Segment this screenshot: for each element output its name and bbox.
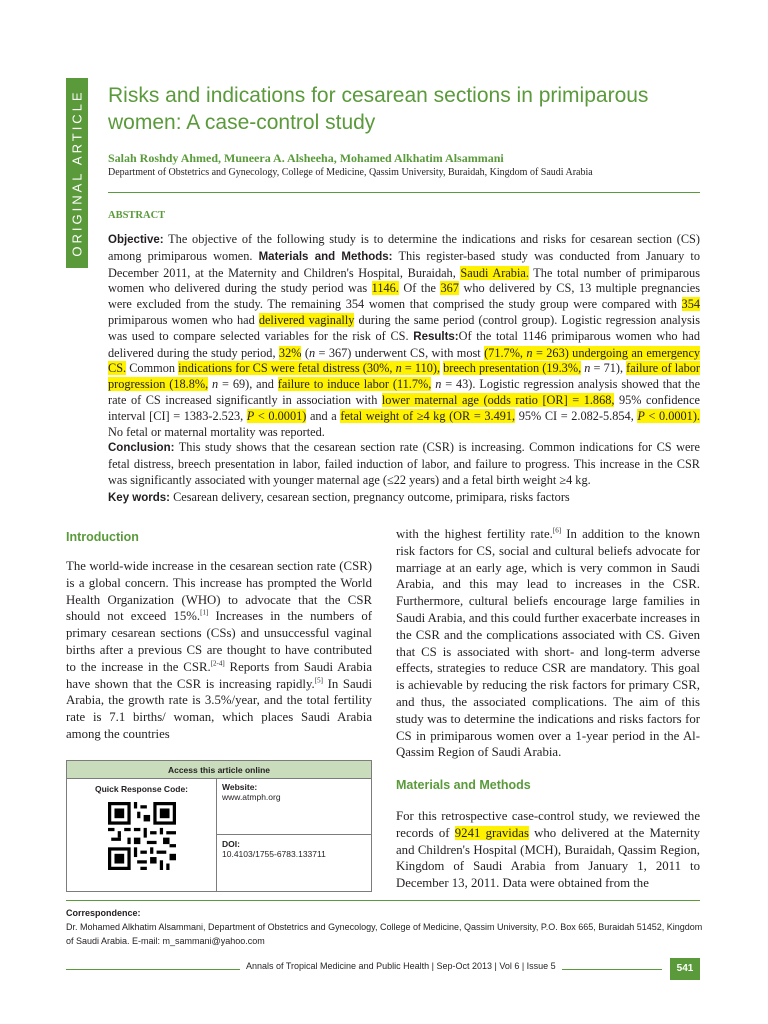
conclusion-text: This study shows that the cesarean section rate (CSR) is increasing. Common indications for CS were fetal distress, breech presentation in labor, failed induction of labor, and failure to progress. This increase in the CSR was significantly associated with younger maternal age (≤22 years) and a fetal birth weight ≥4 kg. [108, 440, 700, 487]
results-text: ( [304, 345, 309, 360]
highlight: indications for CS were fetal distress (30%, n = 110), [178, 361, 441, 376]
results-n: n [435, 377, 442, 392]
introduction-continued [396, 526, 700, 761]
citation[interactable]: [1] [200, 609, 209, 618]
affiliation: Department of Obstetrics and Gynecology, College of Medicine, Qassim University, Buraidah, Kingdom of Saudi Arabia [108, 167, 593, 178]
conclusion-label: Conclusion: [108, 442, 175, 455]
methods-text: This register-based study was conducted from January to December 2011, at the Maternity and Children's Hospital, Buraidah, [108, 248, 700, 280]
citation[interactable]: [6] [552, 526, 562, 535]
methods-text: during the same period (control group). Logistic regression analysis was used to compare selected variables for the risk of CS. [108, 312, 700, 343]
introduction-heading: Introduction [66, 530, 139, 544]
results-text: No fetal or maternal mortality was reported. [108, 424, 325, 439]
doi-label: DOI: [222, 839, 240, 849]
methods-text: Of the [403, 281, 436, 296]
introduction-body [66, 558, 372, 743]
methods-body [396, 808, 700, 892]
highlight: 367 [440, 281, 459, 296]
keywords-label: Key words: [108, 492, 170, 504]
access-box-header: Access this article online [67, 761, 371, 779]
article-type-label: ORIGINAL ARTICLE [69, 89, 85, 257]
results-text: = 367) underwent CS, with most [318, 345, 481, 360]
results-label: Results: [413, 330, 459, 343]
results-text: Of the total 1146 primiparous women who had delivered during the study period, [108, 328, 700, 360]
highlight: breech presentation (19.3%, [443, 361, 582, 376]
website-cell [217, 779, 371, 835]
intro-text: with the highest fertility rate. [396, 527, 553, 541]
results-text: = 43). Logistic regression analysis showed that the rate of CS increased significantly in association with [108, 377, 701, 407]
highlight: fetal weight of ≥4 kg (OR = 3.491, [340, 408, 516, 423]
intro-text: Reports from Saudi Arabia have shown that the CSR is increasing rapidly. [66, 659, 372, 691]
citation[interactable]: [2-4] [210, 659, 225, 668]
objective-text: The objective of the following study is to determine the indications and risks for cesarean section (CS) among primiparous women. [108, 232, 700, 263]
article-type-tab [66, 78, 88, 268]
highlight: delivered vaginally [258, 312, 355, 327]
objective-label: Objective: [108, 234, 164, 246]
highlight: 32% [278, 345, 302, 360]
website-link[interactable]: www.atmph.org [222, 792, 281, 802]
citation[interactable]: [5] [314, 676, 323, 685]
intro-text: The world-wide increase in the cesarean section rate (CSR) is a global concern. This increase has prompted the World Health Organization (WHO) to advocate that the CSR should not exceed 15%. [66, 559, 372, 624]
highlight: failure of labor progression (18.8%, [108, 361, 700, 392]
access-online-box [66, 760, 372, 892]
results-text: Common [129, 361, 176, 376]
methods-heading: Materials and Methods [396, 778, 531, 792]
abstract-heading: ABSTRACT [108, 210, 166, 221]
doi-link[interactable]: 10.4103/1755-6783.133711 [222, 849, 326, 859]
highlight: P < 0.0001) [246, 408, 307, 423]
methods-text: primiparous women who had [108, 312, 255, 327]
journal-citation: Annals of Tropical Medicine and Public Health | Sep-Oct 2013 | Vol 6 | Issue 5 [240, 961, 562, 971]
qr-cell [67, 779, 217, 891]
abstract-body [108, 232, 700, 489]
intro-text: In addition to the known risk factors for CS, social and cultural beliefs advocate for marriage at an early age, which is very common in Saudi Arabia, and this may lead to increases in the CSR. Furthermore, cultural beliefs encourage large families in Saudi Arabia, and this could further exacerbate increases in the CSR and the complications associated with CS. Given that CS is associated with short- and long-term adverse effects, strategies to reduce CSR are mandatory. This goal is achievable by reducing the risk factors for primary CSR, and thus, the associated complications. The aim of this study was to determine the indications and risks factors for CS in primiparous women over a 1-year period in the Al-Qassim Region of Saudi Arabia. [396, 527, 700, 760]
results-text: 95% CI = 2.082-5.854, [518, 408, 634, 423]
methods-label: Materials and Methods: [258, 250, 393, 263]
qr-code-icon[interactable] [108, 802, 176, 870]
article-title: Risks and indications for cesarean sections in primiparous women: A case-control study [108, 84, 649, 134]
website-label: Website: [222, 782, 258, 792]
footnote-divider [66, 900, 700, 901]
highlight: lower maternal age (odds ratio [OR] = 1.868, [381, 392, 615, 407]
methods-text: The total number of primiparous women who delivered during the study period was [108, 265, 700, 296]
highlight: P < 0.0001). [637, 408, 700, 423]
author-list: Salah Roshdy Ahmed, Muneera A. Alsheeha, Mohamed Alkhatim Alsammani [108, 151, 504, 165]
results-n: n [212, 377, 219, 392]
highlight: failure to induce labor (11.7%, [277, 377, 432, 392]
highlight: 354 [681, 297, 700, 312]
qr-label: Quick Response Code: [94, 784, 189, 794]
results-text: = 69), and [222, 377, 274, 392]
intro-text: In Saudi Arabia, the growth rate is 3.5%/year, and the total fertility rate is 7.1 births/ woman, which places Saudi Arabia among the countries [66, 676, 373, 741]
title-divider [108, 192, 700, 193]
results-text: and a [309, 408, 337, 423]
results-text: 95% confidence interval [CI] = 1383-2.523, [108, 392, 700, 423]
methods-text: For this retrospective case-control study, we reviewed the records of [396, 809, 700, 840]
page-number: 541 [670, 958, 700, 980]
correspondence-label: Correspondence: [66, 908, 141, 918]
keywords-text: Cesarean delivery, cesarean section, pregnancy outcome, primipara, risks factors [173, 490, 570, 504]
highlight: Saudi Arabia. [460, 265, 529, 280]
methods-text: who delivered at the Maternity and Children's Hospital (MCH), Buraidah, Qassim Region, Kingdom of Saudi Arabia from January 1, 2011 to December 13, 2011. Data were obtained from the [396, 825, 700, 891]
results-n: n [584, 361, 591, 376]
page-footer [66, 958, 700, 982]
correspondence-text: Dr. Mohamed Alkhatim Alsammani, Department of Obstetrics and Gynecology, College of Medicine, Qassim University, P.O. Box 665, Buraidah 51452, Kingdom of Saudi Arabia. E-mail: m_sammani@yahoo.com [66, 922, 703, 946]
highlight: 9241 gravidas [454, 825, 529, 840]
results-text: = 71), [593, 361, 624, 376]
results-n: n [308, 345, 316, 360]
highlight: 1146. [371, 281, 399, 296]
highlight: (71.7%, n = 263) undergoing an emergency CS. [108, 345, 701, 376]
intro-text: Increases in the numbers of primary cesarean sections (CSs) and unsuccessful vaginal births after a previous CS are thought to have contributed to the increase in the CSR. [66, 609, 372, 674]
correspondence-note [66, 906, 706, 948]
methods-text: who delivered by CS, 13 multiple pregnancies were excluded from the study. The remaining 354 women that comprised the study group were compared with [108, 281, 700, 312]
abstract-paragraph [108, 232, 700, 489]
doi-cell [217, 835, 371, 891]
keywords [108, 490, 700, 505]
